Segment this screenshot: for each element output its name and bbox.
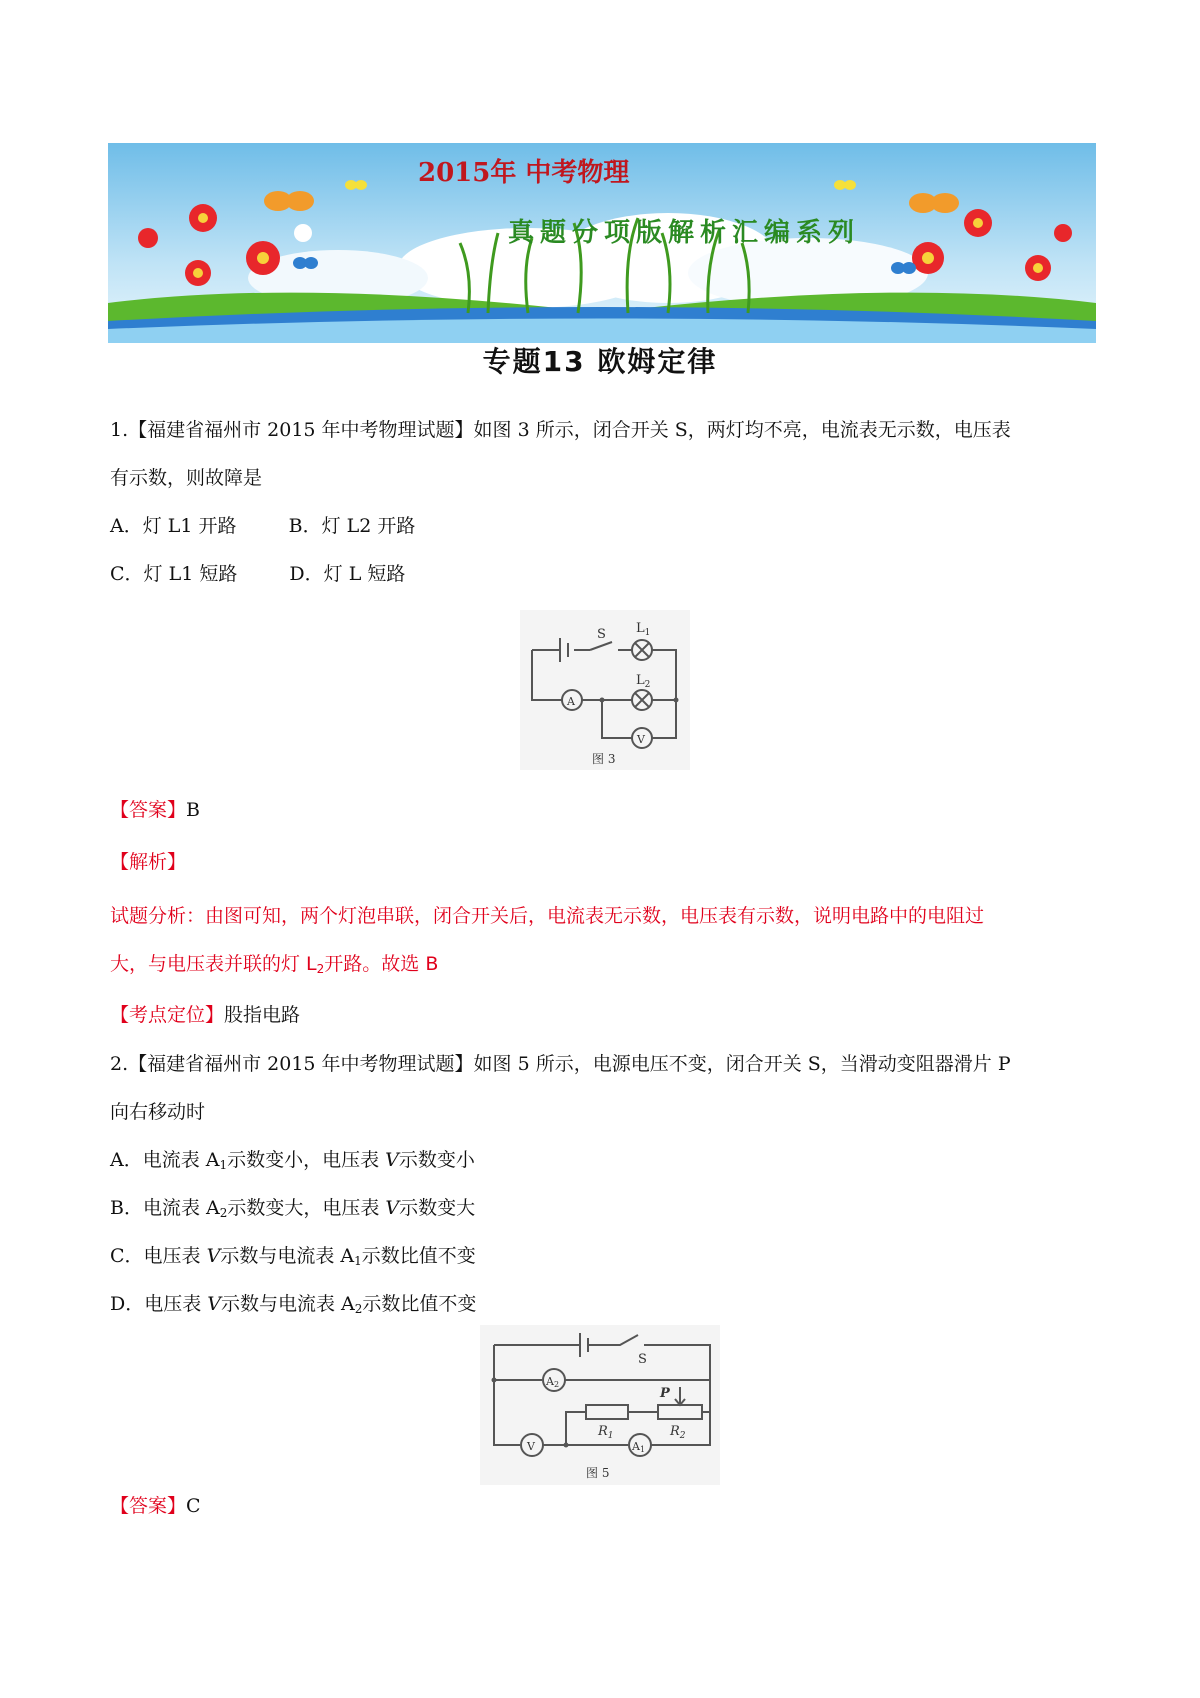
q1-stem-line1: 1.【福建省福州市 2015 年中考物理试题】如图 3 所示，闭合开关 S，两灯均不亮，电流表无示数，电压表	[110, 419, 1011, 441]
q2-stem-line2: 向右移动时	[110, 1101, 206, 1123]
q2-answer	[110, 1494, 201, 1518]
fig3-caption: 图 3	[592, 752, 616, 766]
fig3-lamp2-sub: 2	[644, 680, 651, 690]
svg-text:A1: A1	[632, 1440, 646, 1454]
q2-option-b: B．电流表 $A_2$示数变大，电压表 V示数变大	[110, 1197, 476, 1220]
q1-option-a: A．灯 L1 开路	[110, 515, 237, 537]
fig5-ammeter1-label: A	[632, 1440, 640, 1453]
banner-title: 2015年 中考物理	[418, 158, 630, 188]
q1-option-d: D．灯 L 短路	[289, 563, 406, 585]
q1-point-value: 股指电路	[224, 1004, 301, 1026]
topic-title: 专题13 欧姆定律	[482, 345, 718, 378]
q1-point-tag: 【考点定位】	[110, 1004, 225, 1026]
q1-answer-value: B	[186, 799, 200, 821]
fig3-lamp2-label: L	[636, 673, 645, 688]
fig3-lamp1-sub: 1	[644, 628, 651, 638]
fig5-r2-label: R	[670, 1424, 680, 1439]
q1-answer-tag: 【答案】	[110, 799, 187, 821]
q1-analysis	[110, 892, 1095, 988]
fig5-ammeter2-label: A	[546, 1375, 554, 1388]
fig3-switch-label: S	[597, 627, 606, 642]
q1-answer	[110, 798, 200, 822]
q1-stem-line2: 有示数，则故障是	[110, 467, 263, 489]
q1-analysis-line1: 试题分析：由图可知，两个灯泡串联，闭合开关后，电流表无示数，电压表有示数，说明电路中的电阻过	[110, 905, 985, 927]
fig5-voltmeter-label: V	[527, 1440, 535, 1453]
q1-option-c: C．灯 L1 短路	[110, 563, 238, 585]
fig3-voltmeter-label: V	[637, 733, 645, 746]
fig5-slider-label: P	[660, 1386, 670, 1401]
figure-3-circuit	[520, 610, 690, 774]
fig3-lamp1-label: L	[636, 621, 645, 636]
svg-text:A2: A2	[546, 1375, 560, 1389]
q2-option-a: A．电流表 $A_1$示数变小，电压表 V示数变小	[110, 1149, 475, 1172]
q2-option-d: D．电压表 V示数与电流表 $A_2$示数比值不变	[110, 1293, 477, 1316]
q1-point	[110, 1003, 300, 1027]
svg-text:R2: $R_2$	[670, 1424, 686, 1441]
q1-option-row2	[110, 562, 405, 586]
q2-stem-line1: 2.【福建省福州市 2015 年中考物理试题】如图 5 所示，电源电压不变，闭合开关 S，当滑动变阻器滑片 P	[110, 1053, 1011, 1075]
q2-answer-value: C	[186, 1495, 201, 1517]
fig5-r1-label: R	[598, 1424, 608, 1439]
figure-5-circuit	[480, 1325, 720, 1489]
header-banner	[108, 143, 1096, 343]
banner-subtitle: 真题分项版解析汇编系列	[508, 218, 861, 248]
banner-illustration	[108, 143, 1096, 343]
q1-analysis-tag: 【解析】	[110, 851, 187, 873]
fig5-switch-label: S	[638, 1352, 647, 1367]
q1-analysis-line2: 大，与电压表并联的灯 $L_2$开路。故选 B	[110, 953, 439, 976]
q1-option-b: B．灯 L2 开路	[288, 515, 416, 537]
fig3-ammeter-label: A	[567, 695, 575, 708]
svg-text:R1: $R_1$	[598, 1424, 614, 1441]
q2-option-c: C．电压表 V示数与电流表 $A_1$示数比值不变	[110, 1245, 476, 1268]
q2-answer-tag: 【答案】	[110, 1495, 187, 1517]
q1-option-row1	[110, 514, 415, 538]
fig5-caption: 图 5	[586, 1466, 610, 1480]
